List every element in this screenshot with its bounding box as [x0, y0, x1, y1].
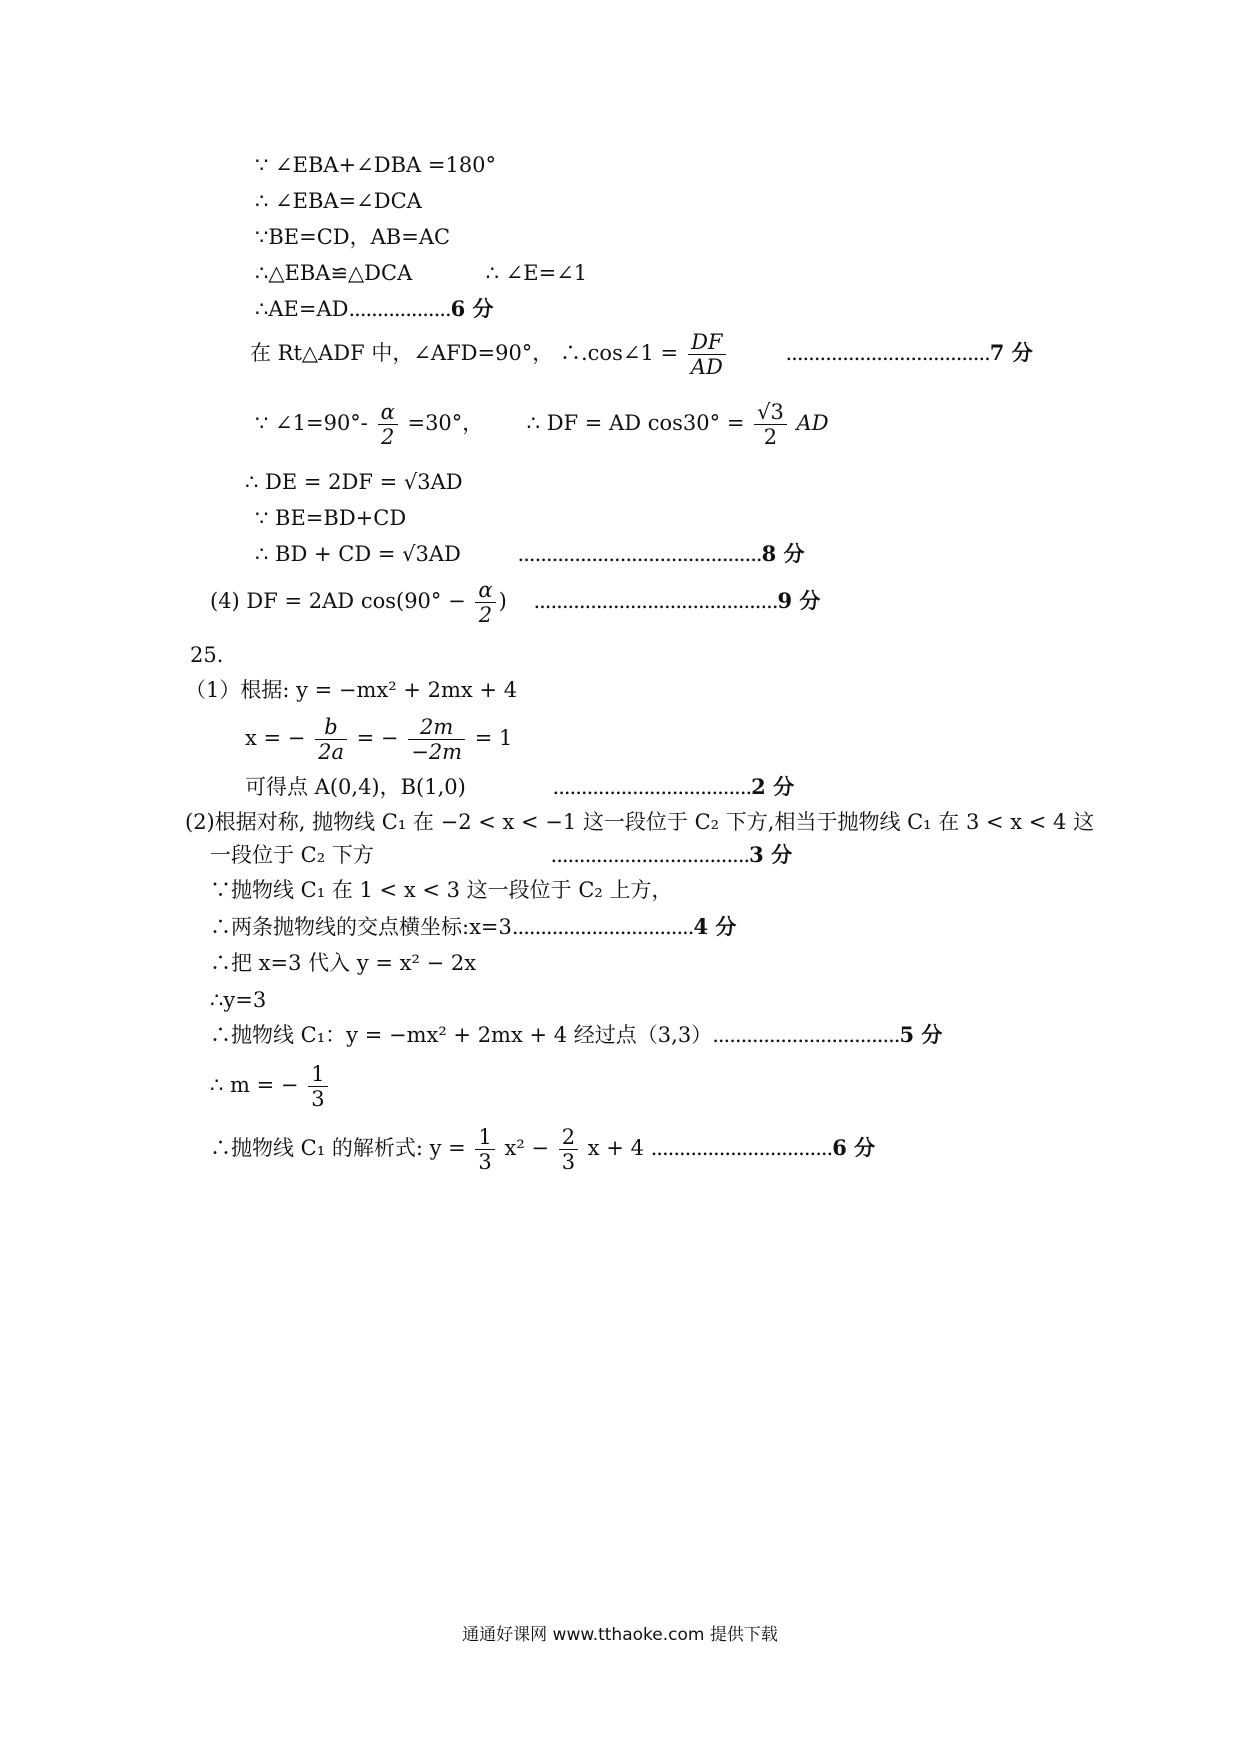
dot-leader: .................. — [348, 297, 451, 321]
fraction-2m — [408, 715, 465, 764]
fraction-numerator: α — [378, 400, 398, 425]
score: 3 分 — [749, 842, 793, 867]
fraction-denominator: AD — [690, 355, 723, 379]
score: 5 分 — [899, 1022, 943, 1047]
fraction-denominator: 3 — [478, 1150, 492, 1174]
q25-line-1: ∵抛物线 C₁ 在 1 < x < 3 这一段位于 C₂ 上方， — [210, 878, 673, 902]
score: 9 分 — [777, 588, 821, 613]
eq2: = − — [356, 726, 399, 750]
q25-line-2 — [210, 912, 736, 942]
fraction-denominator: 2a — [318, 740, 344, 764]
step-7 — [255, 400, 829, 449]
dot-leader: .................................... — [785, 341, 990, 365]
step-8: ∴ DE = 2DF = √3AD — [245, 470, 463, 494]
fraction-numerator: DF — [688, 330, 726, 355]
fraction-denominator: 3 — [561, 1150, 576, 1174]
step-7-tail: AD — [796, 411, 829, 435]
step-6 — [250, 330, 1033, 379]
eq3: = 1 — [474, 726, 513, 750]
fraction-df-ad — [688, 330, 726, 379]
points-line — [245, 772, 794, 802]
dot-leader: ................................ — [650, 1136, 833, 1160]
score: 8 分 — [761, 541, 805, 566]
x-pre: x = − — [245, 726, 306, 750]
q25-line-4: ∴y=3 — [210, 988, 267, 1012]
step-2: ∴ ∠EBA=∠DCA — [255, 189, 422, 213]
final-tail: x + 4 — [587, 1136, 644, 1160]
step-4b: ∴ ∠E=∠1 — [485, 261, 588, 285]
step-11-post: ) — [498, 589, 507, 613]
fraction-numerator: α — [475, 578, 495, 603]
part2-line2-text: 一段位于 C₂ 下方 — [210, 843, 374, 867]
step-9: ∵ BE=BD+CD — [255, 506, 407, 530]
score: 4 分 — [693, 914, 737, 939]
dot-leader: ................................... — [552, 775, 752, 799]
fraction-denominator: 3 — [311, 1087, 325, 1111]
fraction-b-2a — [315, 715, 347, 764]
step-6-mid: ∴.cos∠1 = — [560, 341, 679, 365]
step-6-pre: 在 Rt△ADF 中，∠AFD=90°， — [250, 341, 554, 365]
fraction-1-3 — [475, 1125, 494, 1174]
dot-leader: ................................... — [550, 843, 750, 867]
step-4a: ∴△EBA≌△DCA — [255, 261, 413, 285]
final-formula — [210, 1125, 875, 1174]
q25-line-5-text: ∴抛物线 C₁：y = −mx² + 2mx + 4 经过点（3,3） — [210, 1023, 713, 1047]
q25-line-5 — [210, 1020, 942, 1050]
m-value — [210, 1062, 331, 1111]
dot-leader: ........................................... — [517, 542, 762, 566]
final-mid: x² − — [504, 1136, 550, 1160]
step-11-pre: (4) DF = 2AD cos(90° − — [210, 589, 466, 613]
fraction-numerator: √3 — [754, 400, 787, 425]
part1-label: （1）根据: y = −mx² + 2mx + 4 — [185, 678, 518, 702]
fraction-denominator: −2m — [411, 740, 463, 764]
q25-line-2-text: ∴两条抛物线的交点横坐标:x=3 — [210, 915, 512, 939]
step-10 — [255, 539, 805, 569]
step-4 — [255, 258, 587, 288]
step-3: ∵BE=CD，AB=AC — [255, 225, 451, 249]
axis-formula — [245, 715, 512, 764]
step-10-text: ∴ BD + CD = √3AD — [255, 542, 461, 566]
score: 2 分 — [751, 774, 795, 799]
step-5-text: ∴AE=AD — [255, 297, 349, 321]
dot-leader: ................................. — [712, 1023, 900, 1047]
points-text: 可得点 A(0,4)，B(1,0) — [245, 775, 466, 799]
question-number: 25. — [190, 643, 224, 667]
fraction-numerator: 1 — [475, 1125, 494, 1150]
fraction-2-3 — [559, 1125, 578, 1174]
fraction-denominator: 2 — [381, 425, 395, 449]
fraction-numerator: 2m — [408, 715, 465, 740]
q25-line-3: ∴把 x=3 代入 y = x² − 2x — [210, 951, 477, 975]
step-5 — [255, 294, 494, 324]
fraction-denominator: 2 — [763, 425, 778, 449]
dot-leader: ........................................... — [533, 589, 778, 613]
fraction-denominator: 2 — [478, 603, 493, 627]
score: 7 分 — [989, 340, 1033, 365]
final-pre: ∴抛物线 C₁ 的解析式: y = — [210, 1136, 466, 1160]
fraction-alpha-2 — [378, 400, 398, 449]
step-7-pre: ∵ ∠1=90°- — [255, 411, 368, 435]
fraction-sqrt3-2 — [754, 400, 787, 449]
score: 6 分 — [450, 296, 494, 321]
step-7-mid: =30°， — [407, 411, 484, 435]
step-7-post: ∴ DF = AD cos30° = — [526, 411, 745, 435]
step-1: ∵ ∠EBA+∠DBA =180° — [255, 153, 497, 177]
fraction-numerator: 1 — [308, 1062, 327, 1087]
score: 6 分 — [832, 1135, 876, 1160]
fraction-1-3 — [308, 1062, 327, 1111]
m-pre: ∴ m = − — [210, 1073, 299, 1097]
fraction-numerator: b — [315, 715, 347, 740]
fraction-numerator: 2 — [559, 1125, 578, 1150]
step-11 — [210, 578, 820, 627]
part2-line2 — [210, 840, 792, 870]
page-footer: 通通好课网 www.tthaoke.com 提供下载 — [462, 1625, 778, 1645]
fraction-alpha-2 — [475, 578, 495, 627]
dot-leader: ................................ — [511, 915, 694, 939]
part2-line1: (2)根据对称, 抛物线 C₁ 在 −2 < x < −1 这一段位于 C₂ 下方,相当于抛物线 C₁ 在 3 < x < 4 这 — [185, 810, 1095, 834]
